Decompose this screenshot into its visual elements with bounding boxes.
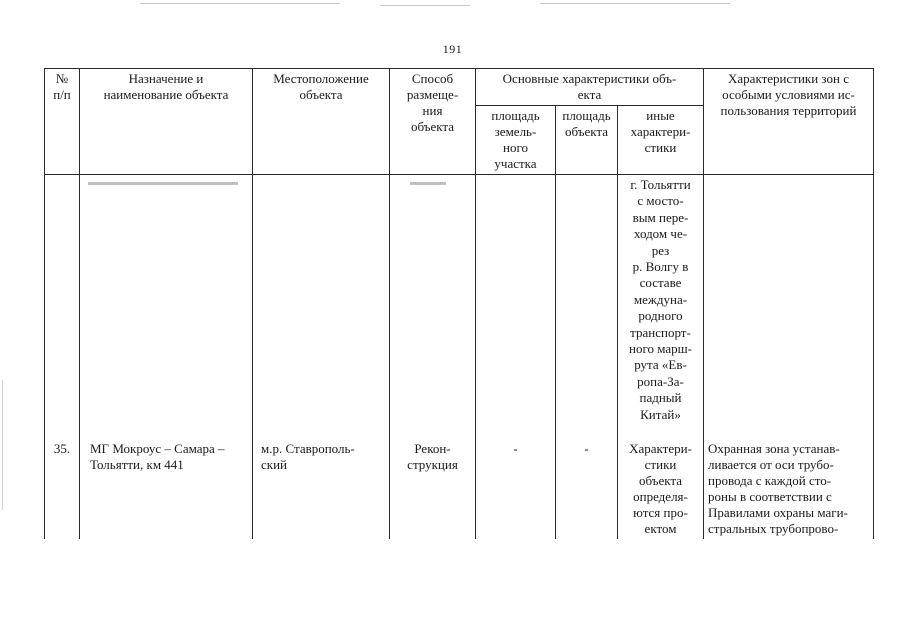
cell-placement-method: Рекон- струкция (390, 435, 476, 539)
cell-other-characteristics-continued: г. Тольятти с мосто- вым пере- ходом че- рез р. Волгу в составе междуна- родного транспорт- ного марш- рута «Ев- ропа-За- падный Китай» (618, 175, 704, 436)
header-land-area: площадь земель- ного участка (476, 106, 556, 175)
header-main-characteristics: Основные характеристики объ- екта (476, 69, 704, 106)
table-header (45, 69, 874, 175)
header-object-area: площадь объекта (556, 106, 618, 175)
planning-objects-table (44, 68, 874, 539)
header-location: Местоположение объекта (253, 69, 390, 175)
table-row-35 (45, 435, 874, 539)
header-zones: Характеристики зон с особыми условиями ис- пользования территорий (704, 69, 874, 175)
cell-empty (390, 175, 476, 436)
header-other-characteristics: иные характери- стики (618, 106, 704, 175)
cell-empty (80, 175, 253, 436)
scan-artifact-top-3 (540, 3, 730, 4)
cell-row-number: 35. (45, 435, 80, 539)
scan-smudge-name-column (88, 182, 238, 185)
header-name: Назначение и наименование объекта (80, 69, 253, 175)
cell-land-area: - (476, 435, 556, 539)
header-method: Способ размеще- ния объекта (390, 69, 476, 175)
cell-empty (556, 175, 618, 436)
cell-empty (704, 175, 874, 436)
cell-object-name: МГ Мокроус – Самара – Тольятти, км 441 (80, 435, 253, 539)
cell-empty (476, 175, 556, 436)
cell-other-characteristics: Характери- стики объекта определя- ются про- ектом (618, 435, 704, 539)
cell-empty (45, 175, 80, 436)
header-num: № п/п (45, 69, 80, 175)
scan-artifact-top-2 (380, 5, 470, 6)
table-body (45, 175, 874, 540)
cell-zone-characteristics: Охранная зона устанав- ливается от оси трубо- провода с каждой сто- роны в соответствии с Правилами охраны маги- стральных трубопрово- (704, 435, 874, 539)
cell-empty (253, 175, 390, 436)
cell-object-location: м.р. Ставрополь- ский (253, 435, 390, 539)
scan-smudge-method-column (410, 182, 446, 185)
cell-object-area: - (556, 435, 618, 539)
scan-artifact-left-edge (2, 380, 3, 510)
scan-artifact-top-1 (140, 3, 340, 4)
table-row-continued (45, 175, 874, 436)
page-number: 191 (442, 42, 463, 56)
